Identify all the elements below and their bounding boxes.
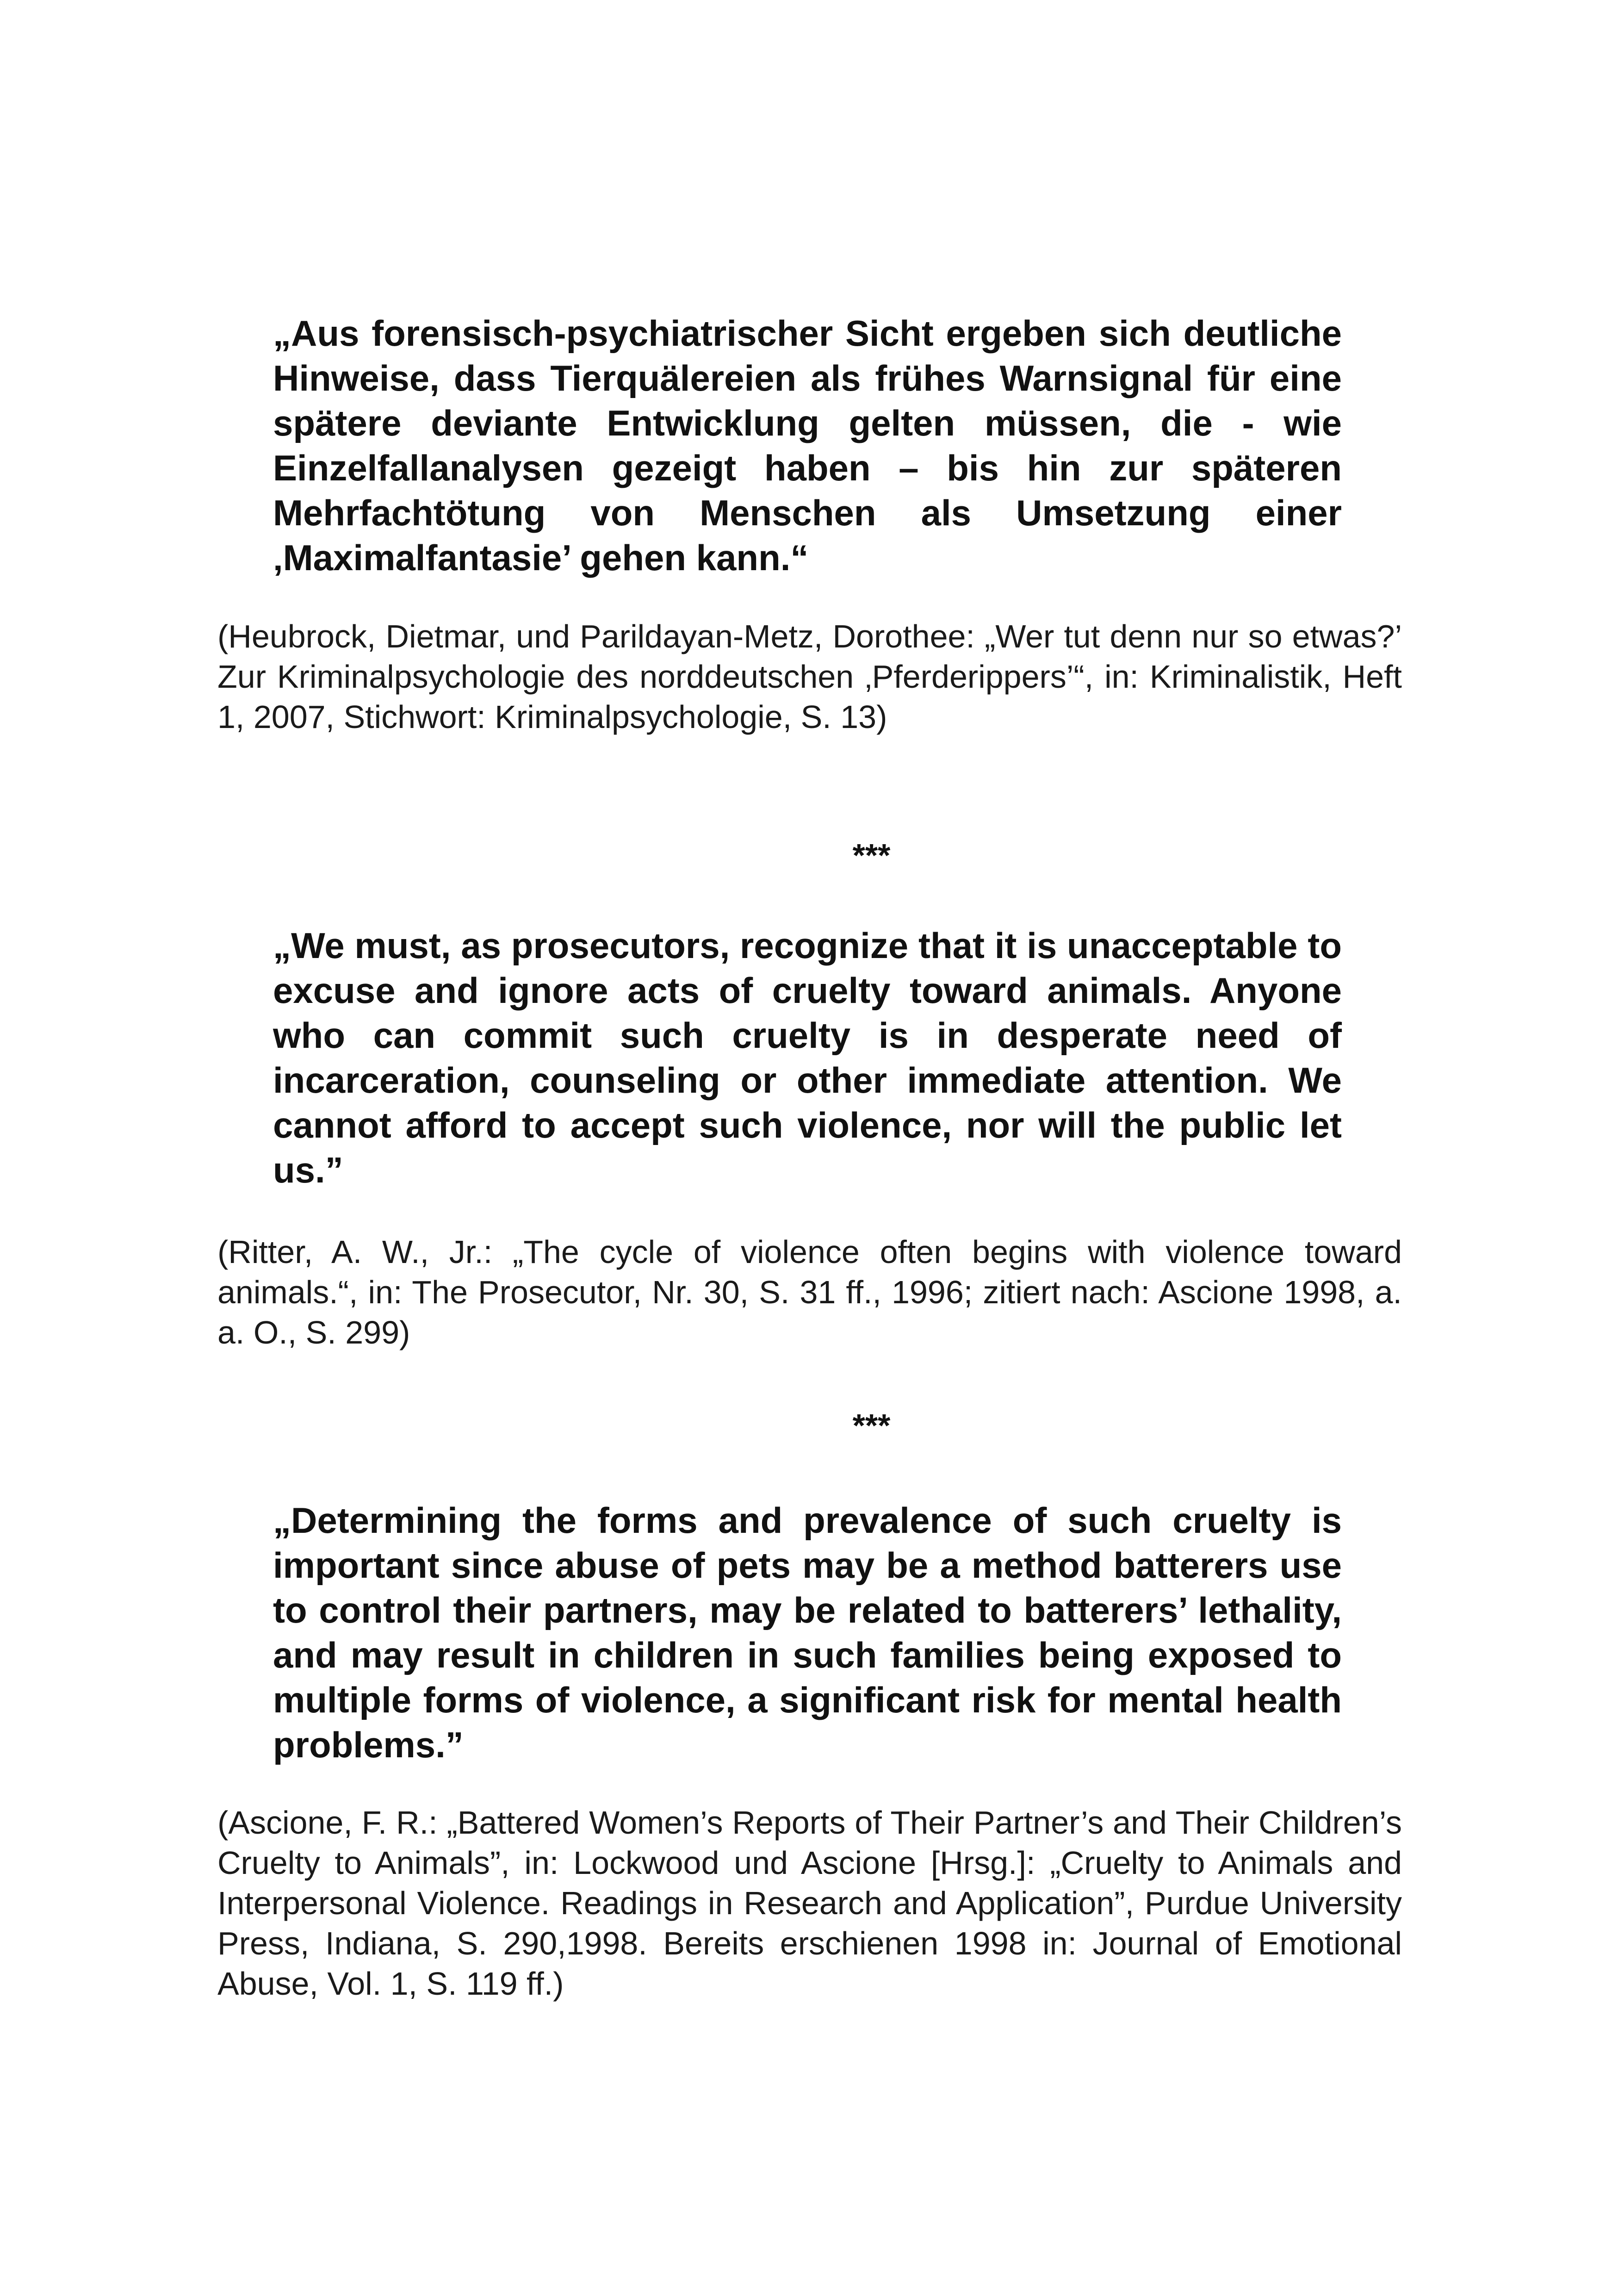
section-separator bbox=[0, 1407, 1618, 1444]
citation-ascione: (Ascione, F. R.: „Battered Women’s Reports of Their Partner’s and Their Children’s Cruelty to Animals”, in: Lockwood und Ascione [Hrsg.]: „Cruelty to Animals and Interpersonal Violence. Readings in Research and Application”, Purdue University Press, Indiana, S. 290,1998. Bereits erschienen 1998 in: Journal of Emotional Abuse, Vol. 1, S. 119 ff.) bbox=[217, 1804, 1402, 2002]
separator-asterisks: *** bbox=[852, 1407, 891, 1444]
section-separator bbox=[0, 837, 1618, 874]
quote-ritter: „We must, as prosecutors, recognize that it is unacceptable to excuse and ignore acts of cruelty toward animals. Anyone who can commit such cruelty is in desperate need of incarceration, counseling or other immediate attention. We cannot afford to accept such violence, nor will the public let us.” bbox=[273, 925, 1342, 1190]
quote-ascione: „Determining the forms and prevalence of such cruelty is important since abuse of pets may be a method batterers use to control their partners, may be related to batterers’ lethality, and may result in children in such families being exposed to multiple forms of violence, a significant risk for mental health problems.” bbox=[273, 1500, 1342, 1765]
quote-heubrock: „Aus forensisch-psychiatrischer Sicht ergeben sich deutliche Hinweise, dass Tierquälereien als frühes Warnsignal für eine spätere deviante Entwicklung gelten müssen, die - wie Einzelfallanalysen gezeigt haben – bis hin zur späteren Mehrfachtötung von Menschen als Umsetzung einer ‚Maximalfantasie’ gehen kann.“ bbox=[273, 313, 1342, 578]
citation-ritter: (Ritter, A. W., Jr.: „The cycle of violence often begins with violence toward animals.“, in: The Prosecutor, Nr. 30, S. 31 ff., 1996; zitiert nach: Ascione 1998, a. a. O., S. 299) bbox=[217, 1234, 1402, 1350]
separator-asterisks: *** bbox=[852, 837, 891, 873]
citation-heubrock: (Heubrock, Dietmar, und Parildayan-Metz, Dorothee: „Wer tut denn nur so etwas?’ Zur Kriminalpsychologie des norddeutschen ‚Pferderippers’“, in: Kriminalistik, Heft 1, 2007, Stichwort: Kriminalpsychologie, S. 13) bbox=[217, 618, 1402, 735]
